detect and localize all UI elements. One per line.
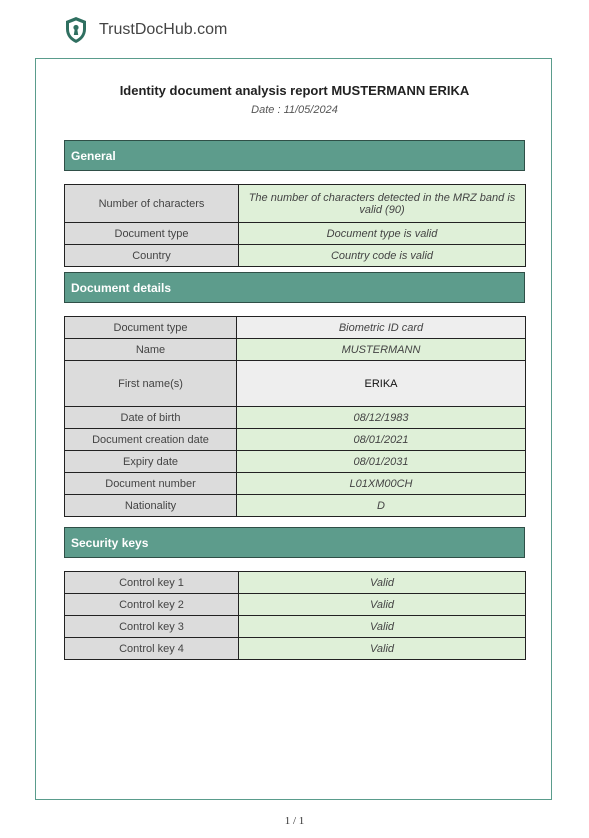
brand-header bbox=[64, 16, 227, 44]
page-number: 1 / 1 bbox=[284, 815, 305, 827]
row-value: The number of characters detected in the MRZ band is valid (90) bbox=[239, 185, 526, 223]
row-label: Control key 3 bbox=[65, 616, 239, 638]
row-label: Name bbox=[65, 339, 237, 361]
table-row bbox=[65, 495, 526, 517]
row-value: Document type is valid bbox=[239, 223, 526, 245]
row-value: ERIKA bbox=[237, 361, 526, 407]
row-value: 08/12/1983 bbox=[237, 407, 526, 429]
report-date: Date : 11/05/2024 bbox=[251, 104, 338, 116]
row-label: Control key 4 bbox=[65, 638, 239, 660]
table-row bbox=[65, 616, 526, 638]
security-keys-table bbox=[64, 571, 526, 660]
row-value: D bbox=[237, 495, 526, 517]
shield-logo-icon bbox=[64, 16, 88, 44]
table-row bbox=[65, 185, 526, 223]
brand-name: TrustDocHub.com bbox=[99, 21, 228, 38]
row-label: Expiry date bbox=[65, 451, 237, 473]
section-header-security-keys: Security keys bbox=[64, 527, 525, 558]
row-label: Document number bbox=[65, 473, 237, 495]
row-label: First name(s) bbox=[65, 361, 237, 407]
row-value: 08/01/2031 bbox=[237, 451, 526, 473]
section-header-document-details: Document details bbox=[64, 272, 525, 303]
table-row bbox=[65, 429, 526, 451]
row-value: MUSTERMANN bbox=[237, 339, 526, 361]
row-value: L01XM00CH bbox=[237, 473, 526, 495]
table-row bbox=[65, 594, 526, 616]
row-value: Valid bbox=[239, 616, 526, 638]
section-header-general: General bbox=[64, 140, 525, 171]
row-label: Document type bbox=[65, 317, 237, 339]
table-row bbox=[65, 451, 526, 473]
row-value: 08/01/2021 bbox=[237, 429, 526, 451]
table-row bbox=[65, 473, 526, 495]
table-row bbox=[65, 361, 526, 407]
row-label: Nationality bbox=[65, 495, 237, 517]
row-value: Valid bbox=[239, 572, 526, 594]
row-label: Document type bbox=[65, 223, 239, 245]
row-value: Valid bbox=[239, 638, 526, 660]
row-value: Valid bbox=[239, 594, 526, 616]
table-row bbox=[65, 407, 526, 429]
row-label: Control key 2 bbox=[65, 594, 239, 616]
document-details-table bbox=[64, 316, 526, 517]
row-value: Biometric ID card bbox=[237, 317, 526, 339]
table-row bbox=[65, 339, 526, 361]
row-label: Date of birth bbox=[65, 407, 237, 429]
row-label: Country bbox=[65, 245, 239, 267]
table-row bbox=[65, 638, 526, 660]
row-label: Document creation date bbox=[65, 429, 237, 451]
report-title: Identity document analysis report MUSTERMANN ERIKA bbox=[119, 83, 470, 98]
table-row bbox=[65, 317, 526, 339]
row-value: Country code is valid bbox=[239, 245, 526, 267]
table-row bbox=[65, 245, 526, 267]
table-row bbox=[65, 572, 526, 594]
general-table bbox=[64, 184, 526, 267]
row-label: Control key 1 bbox=[65, 572, 239, 594]
table-row bbox=[65, 223, 526, 245]
row-label: Number of characters bbox=[65, 185, 239, 223]
